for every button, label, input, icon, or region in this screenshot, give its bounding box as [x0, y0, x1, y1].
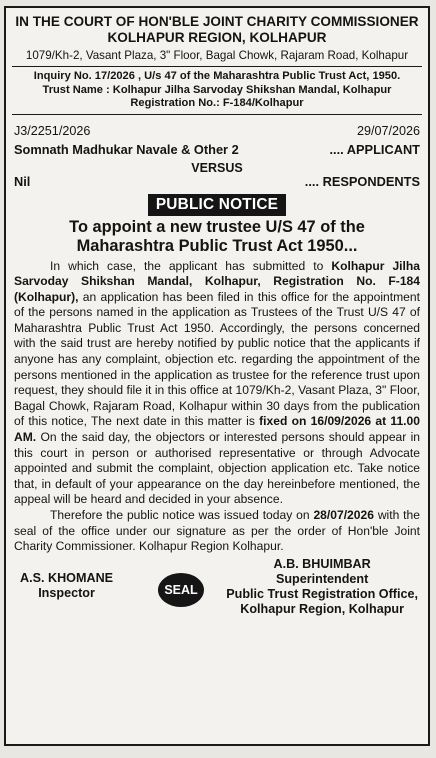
superintendent-title: Superintendent [275, 571, 369, 586]
inquiry-number: Inquiry No. 17/2026 , U/s 47 of the Maharashtra Public Trust Act, 1950. [33, 70, 401, 82]
notice-paragraph-1 [14, 259, 420, 509]
inspector-title: Inspector [38, 585, 95, 600]
seal-stamp: SEAL [158, 573, 204, 607]
trust-name: Trust Name : Kolhapur Jilha Sarvoday Shikshan Mandal, Kolhapur [42, 83, 392, 96]
text-run: an application has been filed in this office for the appointment of the persons named in the application as Trustees of the Trust U/S 47 of Maharashtra Public Trust Act 1950. Accordingly, the persons concerned with the said trust are hereby notified by public notice that the applicants if anyone has any complaint, objection etc. regarding the appointment of the persons mentioned in the application as trustee for the reference trust upon request, they should file it in this office at 1079/Kh-2, Vasant Plaza, 3" Floor, Bagal Chowk, Rajaram Road, Kolhapur within 30 days from the publication of this notice, The next date in this matter is [14, 289, 420, 429]
public-notice [4, 6, 430, 746]
applicant-label: .... APPLICANT [329, 141, 420, 157]
court-title: IN THE COURT OF HON'BLE JOINT CHARITY COMMISSIONER [15, 14, 419, 29]
respondent-name: Nil [14, 173, 31, 189]
registration-number: Registration No.: F-184/Kolhapur [130, 97, 304, 109]
superintendent-name: A.B. BHUIMBAR [273, 556, 371, 571]
inquiry-box [12, 66, 422, 115]
text-run: Therefore the public notice was issued today on [50, 508, 314, 522]
trust-details-bold: Kolhapur Jilha Sarvoday Shikshan Mandal, Kolhapur, Registration No. F-184 (Kolhapur), [14, 258, 421, 304]
notice-headline [6, 218, 428, 256]
public-notice-badge: PUBLIC NOTICE [148, 194, 286, 216]
respondent-label: .... RESPONDENTS [304, 173, 420, 189]
notice-paragraph-2 [14, 508, 420, 555]
issue-date-bold: 28/07/2026 [313, 508, 374, 522]
superintendent-signature [226, 557, 418, 617]
text-run: In which case, the applicant has submitted to [50, 258, 332, 273]
signature-block [6, 557, 428, 637]
office-region: Kolhapur Region, Kolhapur [240, 601, 404, 616]
respondent-row [6, 174, 428, 189]
notice-body [6, 259, 428, 555]
reference-number: J3/2251/2026 [14, 123, 91, 138]
applicant-row [6, 142, 428, 157]
headline-line-1: To appoint a new trustee U/S 47 of the [69, 217, 365, 236]
hearing-date-bold: fixed on 16/09/2026 at 11.00 AM. [14, 414, 420, 445]
applicant-name: Somnath Madhukar Navale & Other 2 [14, 141, 239, 157]
court-region: KOLHAPUR REGION, KOLHAPUR [107, 30, 327, 45]
notice-date: 29/07/2026 [356, 123, 420, 138]
versus-label: VERSUS [191, 160, 243, 175]
inspector-name: A.S. KHOMANE [20, 570, 114, 585]
text-run: with the seal of the office under our signature as per the order of Hon'ble Joint Charity Commissioner. Kolhapur Region Kolhapur. [14, 508, 420, 554]
inspector-signature [20, 571, 113, 601]
headline-line-2: Maharashtra Public Trust Act 1950... [76, 236, 358, 255]
court-address: 1079/Kh-2, Vasant Plaza, 3" Floor, Bagal Chowk, Rajaram Road, Kolhapur [25, 49, 409, 62]
text-run: On the said day, the objectors or interested persons should appear in this court in person or authorised representative or through Advocate appointed and submit the complaint, objection application etc. Take notice that, in default of your appearance on the day hereinbefore mentioned, the appeal will be heard and decided in your absence. [14, 430, 420, 507]
reference-row [6, 124, 428, 138]
office-name: Public Trust Registration Office, [226, 586, 418, 601]
